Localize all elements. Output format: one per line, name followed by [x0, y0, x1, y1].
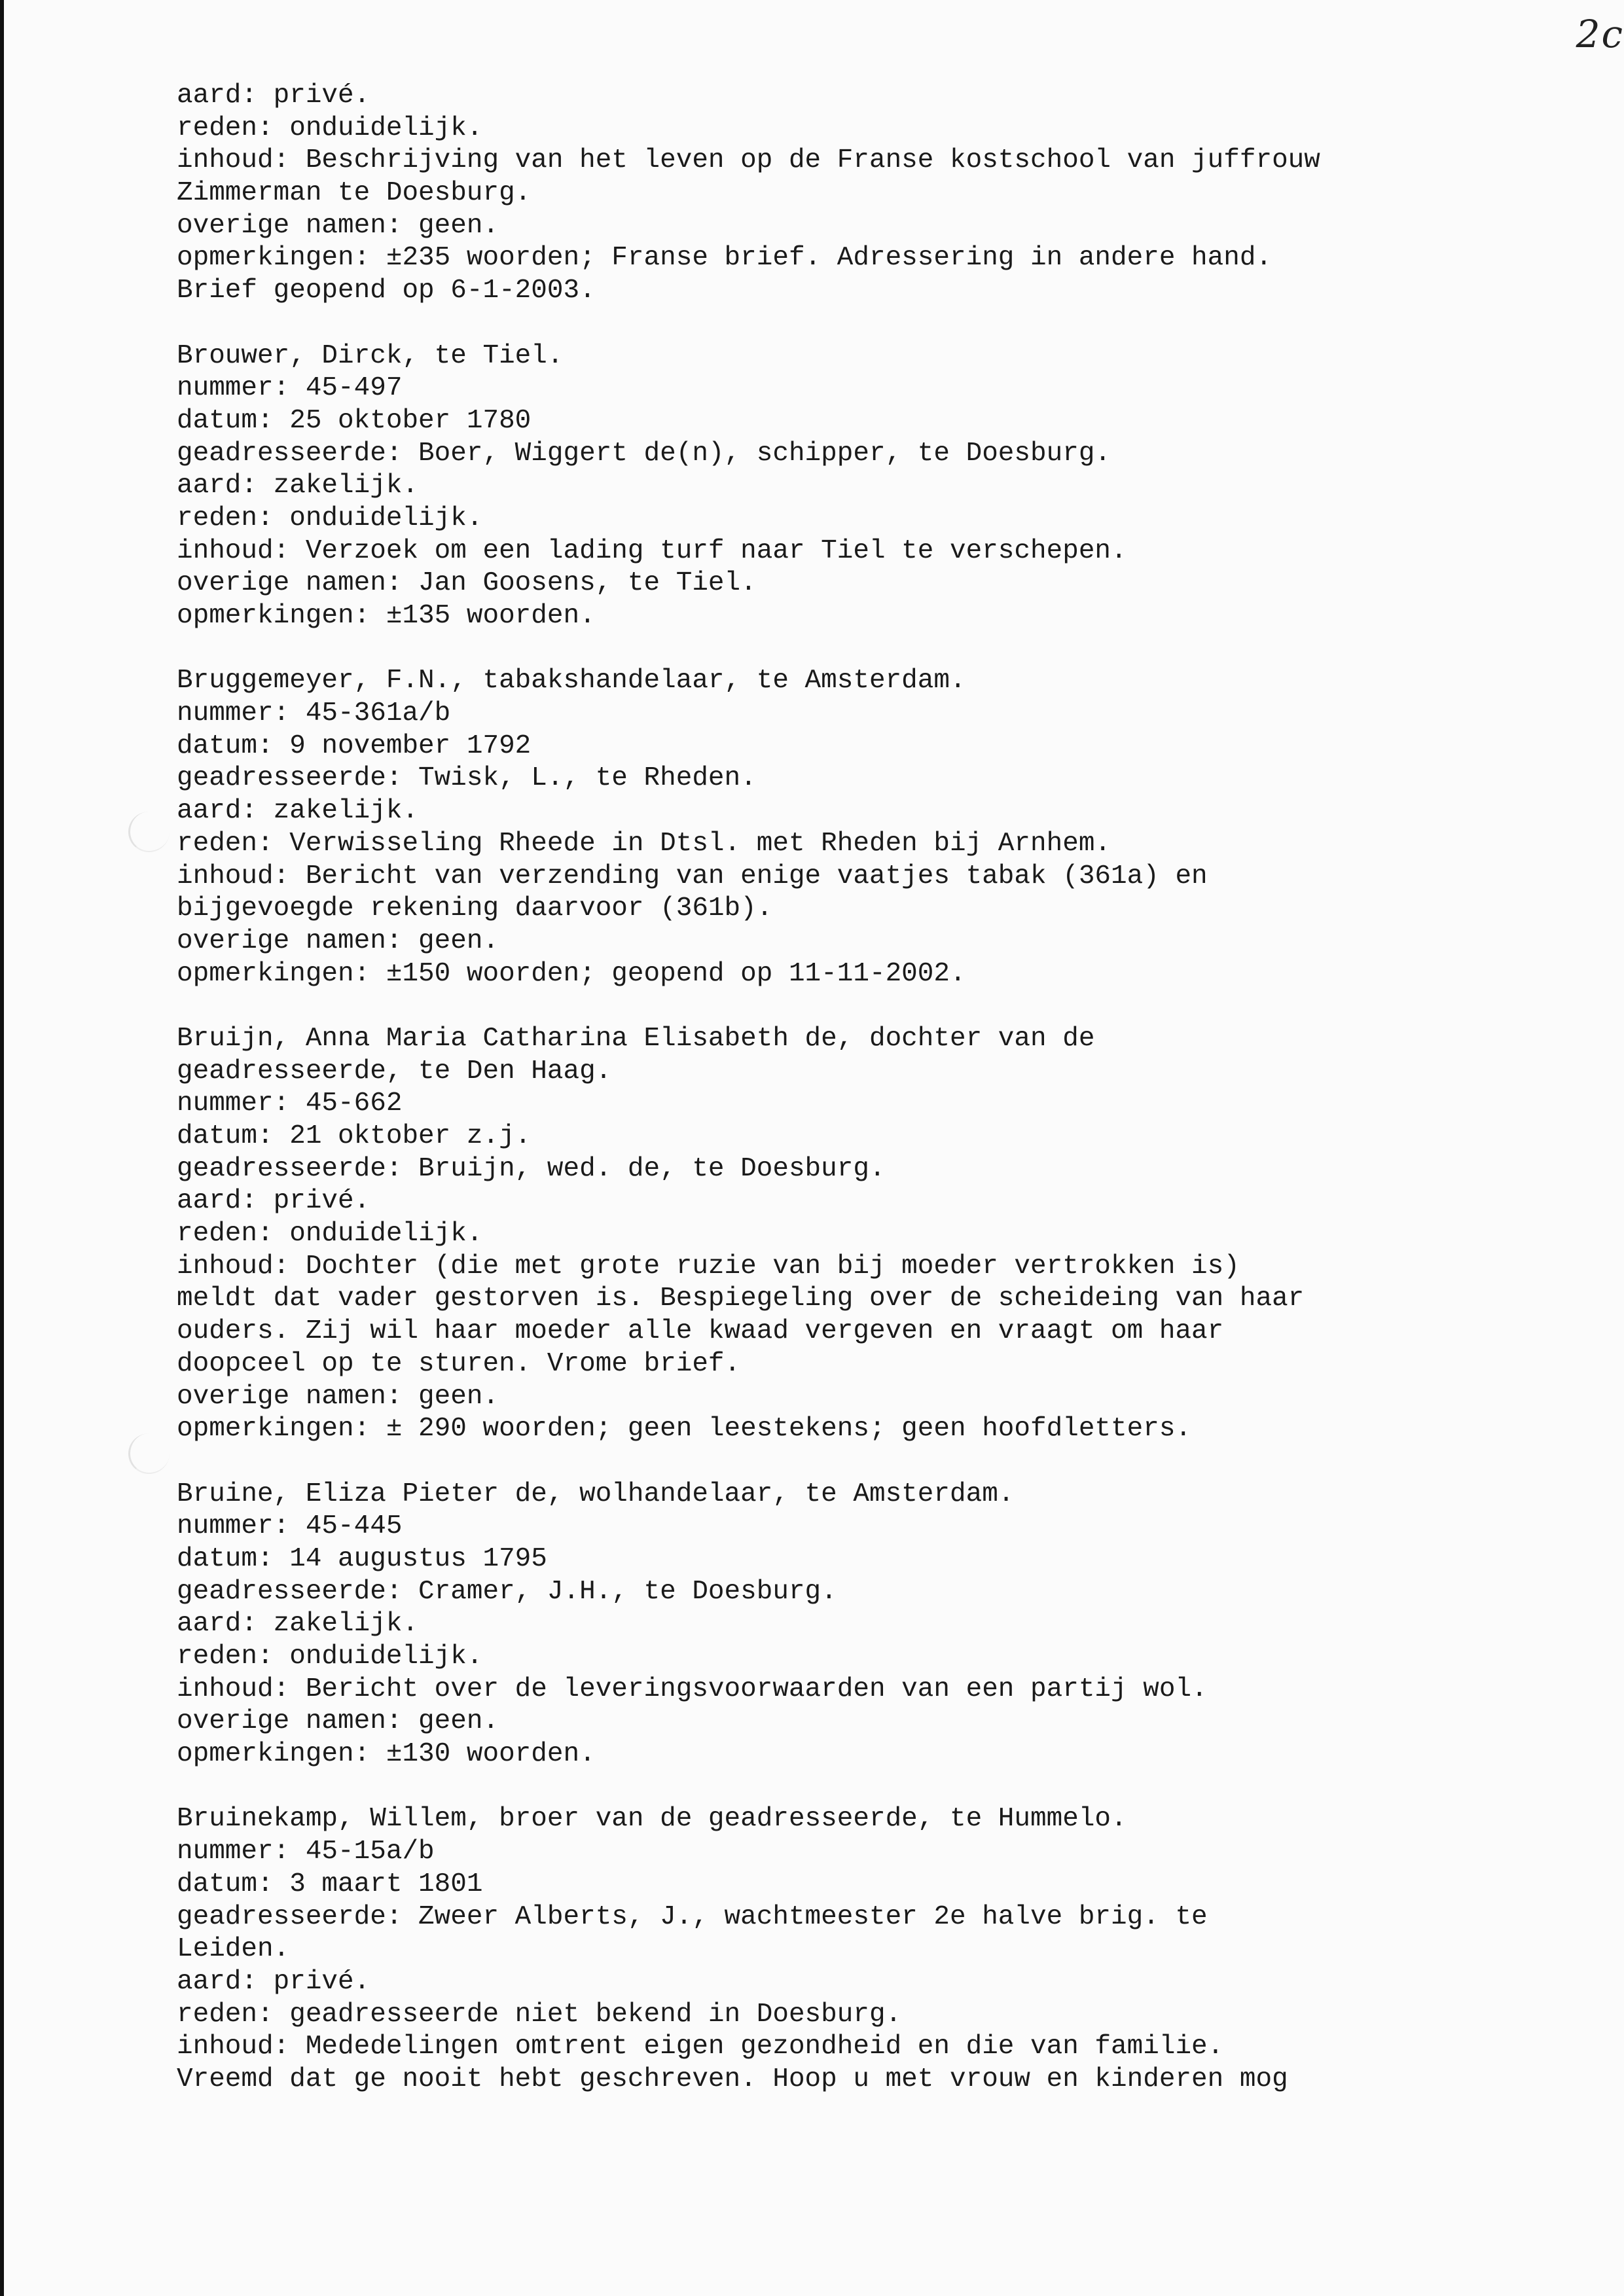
entry-line: inhoud: Bericht over de leveringsvoorwaarden van een partij wol.: [177, 1674, 1208, 1704]
entry-line: aard: zakelijk.: [177, 1609, 419, 1640]
entry-line: geadresseerde: Cramer, J.H., te Doesburg.: [177, 1576, 837, 1607]
typed-letter-index: [177, 80, 1584, 2128]
entry-line: meldt dat vader gestorven is. Bespiegeling over de scheideing van haar: [177, 1283, 1305, 1314]
entry-line: reden: onduidelijk.: [177, 1641, 483, 1672]
entry-line: inhoud: Dochter (die met grote ruzie van bij moeder vertrokken is): [177, 1251, 1240, 1282]
entry-line: datum: 21 oktober z.j.: [177, 1121, 532, 1151]
entry-line: geadresseerde: Boer, Wiggert de(n), schipper, te Doesburg.: [177, 438, 1111, 469]
entry-line: opmerkingen: ±135 woorden.: [177, 601, 596, 631]
entry-line: geadresseerde: Bruijn, wed. de, te Doesburg.: [177, 1153, 886, 1184]
entry-line: datum: 25 oktober 1780: [177, 405, 532, 436]
entry-line: Bruinekamp, Willem, broer van de geadresseerde, te Hummelo.: [177, 1804, 1127, 1835]
entry-line: nummer: 45-662: [177, 1088, 403, 1119]
entry-line: Brief geopend op 6-1-2003.: [177, 276, 596, 306]
entry-line: reden: Verwisseling Rheede in Dtsl. met Rheden bij Arnhem.: [177, 828, 1111, 859]
entry-line: nummer: 45-497: [177, 373, 403, 404]
entry-line: geadresseerde, te Den Haag.: [177, 1056, 612, 1086]
entry-line: nummer: 45-15a/b: [177, 1837, 435, 1867]
letter-entry: [177, 1803, 1584, 2096]
punch-hole-mark: [128, 1433, 170, 1474]
entry-line: overige namen: Jan Goosens, te Tiel.: [177, 568, 757, 599]
entry-line: datum: 9 november 1792: [177, 730, 532, 761]
entry-line: Brouwer, Dirck, te Tiel.: [177, 340, 564, 371]
entry-line: Bruggemeyer, F.N., tabakshandelaar, te Amsterdam.: [177, 666, 966, 696]
entry-line: Leiden.: [177, 1934, 290, 1965]
entry-line: reden: onduidelijk.: [177, 503, 483, 533]
entry-line: Bruijn, Anna Maria Catharina Elisabeth de, dochter van de: [177, 1023, 1095, 1054]
entry-line: overige namen: geen.: [177, 1706, 499, 1737]
entry-line: bijgevoegde rekening daarvoor (361b).: [177, 893, 773, 924]
letter-entry: [177, 1023, 1584, 1446]
entry-line: opmerkingen: ±150 woorden; geopend op 11-11-2002.: [177, 958, 966, 989]
entry-line: Vreemd dat ge nooit hebt geschreven. Hoop u met vrouw en kinderen mog: [177, 2064, 1288, 2094]
entry-line: reden: geadresseerde niet bekend in Doesburg.: [177, 1999, 902, 2030]
letter-entry: [177, 80, 1584, 308]
handwritten-page-number: 2c: [1576, 12, 1624, 56]
entry-line: inhoud: Mededelingen omtrent eigen gezondheid en die van familie.: [177, 2032, 1224, 2062]
scan-edge: [0, 0, 4, 2296]
letter-entry: [177, 665, 1584, 990]
punch-hole-mark: [128, 812, 170, 852]
entry-line: aard: zakelijk.: [177, 796, 419, 827]
entry-line: aard: privé.: [177, 81, 370, 111]
entry-line: nummer: 45-445: [177, 1511, 403, 1542]
entry-line: datum: 14 augustus 1795: [177, 1543, 547, 1574]
entry-line: geadresseerde: Twisk, L., te Rheden.: [177, 763, 757, 794]
entry-line: inhoud: Bericht van verzending van enige vaatjes tabak (361a) en: [177, 861, 1208, 891]
letter-entry: [177, 1479, 1584, 1771]
entry-line: inhoud: Verzoek om een lading turf naar Tiel te verschepen.: [177, 535, 1127, 566]
entry-line: doopceel op te sturen. Vrome brief.: [177, 1348, 741, 1379]
entry-line: geadresseerde: Zweer Alberts, J., wachtmeester 2e halve brig. te: [177, 1901, 1208, 1932]
entry-line: aard: privé.: [177, 1966, 370, 1997]
entry-line: aard: privé.: [177, 1186, 370, 1217]
entry-line: aard: zakelijk.: [177, 471, 419, 501]
entry-line: overige namen: geen.: [177, 210, 499, 241]
entry-line: datum: 3 maart 1801: [177, 1869, 483, 1899]
entry-line: opmerkingen: ± 290 woorden; geen leestekens; geen hoofdletters.: [177, 1414, 1192, 1444]
entry-line: Bruine, Eliza Pieter de, wolhandelaar, te Amsterdam.: [177, 1479, 1015, 1509]
entry-line: overige namen: geen.: [177, 925, 499, 956]
entry-line: reden: onduidelijk.: [177, 113, 483, 143]
entry-line: ouders. Zij wil haar moeder alle kwaad vergeven en vraagt om haar: [177, 1316, 1224, 1347]
entry-line: opmerkingen: ±130 woorden.: [177, 1739, 596, 1770]
entry-line: overige namen: geen.: [177, 1381, 499, 1412]
entry-line: reden: onduidelijk.: [177, 1219, 483, 1249]
letter-entry: [177, 340, 1584, 633]
entry-line: Zimmerman te Doesburg.: [177, 178, 532, 209]
entry-line: opmerkingen: ±235 woorden; Franse brief. Adressering in andere hand.: [177, 243, 1272, 274]
entry-line: inhoud: Beschrijving van het leven op de Franse kostschool van juffrouw: [177, 145, 1320, 176]
entry-line: nummer: 45-361a/b: [177, 698, 451, 729]
